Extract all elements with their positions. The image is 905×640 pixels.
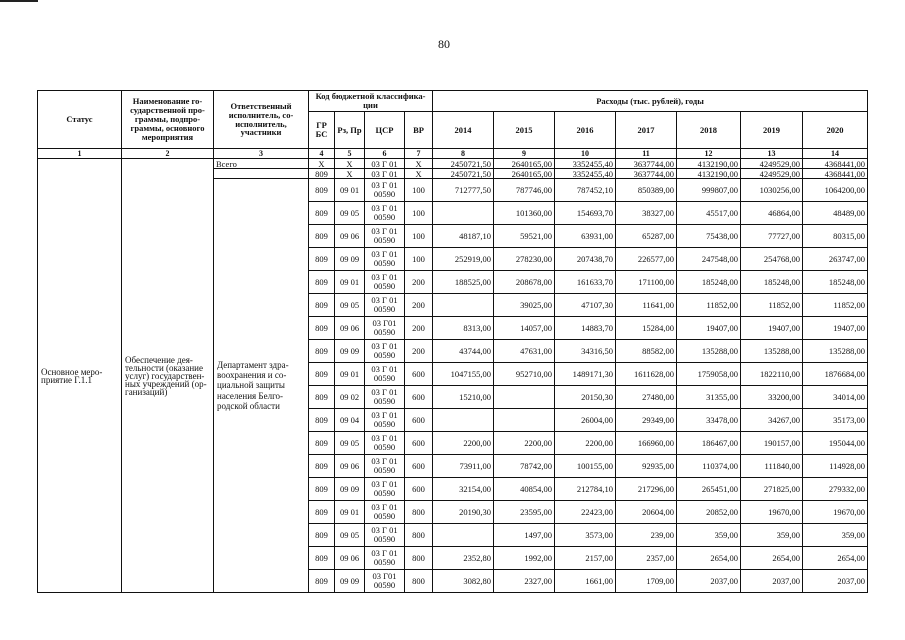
value-cell: 88582,00 <box>616 340 677 363</box>
responsible-cell-blank <box>214 169 309 179</box>
rzpr-cell: 09 01 <box>335 501 365 524</box>
header-year: 2016 <box>555 112 616 149</box>
value-cell: 15210,00 <box>433 386 494 409</box>
value-cell: 185248,00 <box>741 271 803 294</box>
value-cell: 48187,10 <box>433 225 494 248</box>
grbs-cell: 809 <box>309 478 335 501</box>
header-year: 2019 <box>741 112 803 149</box>
column-number: 13 <box>741 149 803 159</box>
value-cell: 186467,00 <box>677 432 741 455</box>
value-cell: 19407,00 <box>741 317 803 340</box>
rzpr-cell: 09 09 <box>335 340 365 363</box>
value-cell: 3352455,40 <box>555 169 616 179</box>
value-cell: 135288,00 <box>803 340 868 363</box>
value-cell: 3637744,00 <box>616 159 677 169</box>
value-cell: 43744,00 <box>433 340 494 363</box>
value-cell: 359,00 <box>741 524 803 547</box>
value-cell: 22423,00 <box>555 501 616 524</box>
value-cell: 2654,00 <box>803 547 868 570</box>
grbs-cell: 809 <box>309 455 335 478</box>
value-cell: 2450721,50 <box>433 169 494 179</box>
value-cell: 254768,00 <box>741 248 803 271</box>
value-cell: 38327,00 <box>616 202 677 225</box>
value-cell: 4368441,00 <box>803 159 868 169</box>
rzpr-cell: 09 02 <box>335 386 365 409</box>
value-cell: 46864,00 <box>741 202 803 225</box>
grbs-cell: 809 <box>309 225 335 248</box>
value-cell: 47107,30 <box>555 294 616 317</box>
name-cell: Обеспечение дея-тельности (оказание услуг) государствен-ных учреждений (ор-ганизаций) <box>122 159 214 593</box>
value-cell: 247548,00 <box>677 248 741 271</box>
value-cell: 787452,10 <box>555 179 616 202</box>
value-cell: 34014,00 <box>803 386 868 409</box>
value-cell: 40854,00 <box>494 478 555 501</box>
value-cell: 111840,00 <box>741 455 803 478</box>
value-cell: 787746,00 <box>494 179 555 202</box>
value-cell: 1661,00 <box>555 570 616 593</box>
value-cell: 1497,00 <box>494 524 555 547</box>
value-cell: 45517,00 <box>677 202 741 225</box>
value-cell: 31355,00 <box>677 386 741 409</box>
value-cell: 4132190,00 <box>677 169 741 179</box>
value-cell: 65287,00 <box>616 225 677 248</box>
rzpr-cell: 09 04 <box>335 409 365 432</box>
value-cell: 850389,00 <box>616 179 677 202</box>
value-cell: 48489,00 <box>803 202 868 225</box>
vr-cell: 200 <box>405 317 433 340</box>
value-cell: 279332,00 <box>803 478 868 501</box>
value-cell: 3352455,40 <box>555 159 616 169</box>
value-cell: 1709,00 <box>616 570 677 593</box>
value-cell: 32154,00 <box>433 478 494 501</box>
value-cell: 190157,00 <box>741 432 803 455</box>
column-number: 9 <box>494 149 555 159</box>
value-cell: 1030256,00 <box>741 179 803 202</box>
rzpr-cell: 09 06 <box>335 455 365 478</box>
value-cell: 226577,00 <box>616 248 677 271</box>
value-cell: 154693,70 <box>555 202 616 225</box>
value-cell <box>433 524 494 547</box>
value-cell: 2037,00 <box>741 570 803 593</box>
value-cell: 359,00 <box>677 524 741 547</box>
rzpr-cell: 09 09 <box>335 478 365 501</box>
vr-cell: 800 <box>405 501 433 524</box>
vr-cell: X <box>405 159 433 169</box>
rzpr-cell: 09 06 <box>335 547 365 570</box>
csr-cell: 03 Г 01 00590 <box>365 202 405 225</box>
grbs-cell: 809 <box>309 432 335 455</box>
value-cell <box>433 202 494 225</box>
value-cell: 14883,70 <box>555 317 616 340</box>
value-cell: 77727,00 <box>741 225 803 248</box>
page-number: 80 <box>438 37 450 51</box>
rzpr-cell: 09 01 <box>335 363 365 386</box>
value-cell: 33200,00 <box>741 386 803 409</box>
header-rzpr: Рз, Пр <box>335 112 365 149</box>
csr-cell: 03 Г 01 <box>365 159 405 169</box>
csr-cell: 03 Г 01 00590 <box>365 386 405 409</box>
header-status: Статус <box>38 91 122 149</box>
rzpr-cell: 09 05 <box>335 202 365 225</box>
header-name: Наименование го-сударственной про-граммы, подпро-граммы, основного мероприятия <box>122 91 214 149</box>
grbs-cell: 809 <box>309 570 335 593</box>
value-cell: 11852,00 <box>741 294 803 317</box>
value-cell: 2640165,00 <box>494 159 555 169</box>
rzpr-cell: 09 06 <box>335 225 365 248</box>
grbs-cell: 809 <box>309 271 335 294</box>
value-cell: 4249529,00 <box>741 169 803 179</box>
column-number: 14 <box>803 149 868 159</box>
value-cell: 29349,00 <box>616 409 677 432</box>
value-cell: 73911,00 <box>433 455 494 478</box>
rzpr-cell: 09 05 <box>335 294 365 317</box>
vr-cell: 200 <box>405 294 433 317</box>
value-cell: 2037,00 <box>803 570 868 593</box>
grbs-cell: 809 <box>309 317 335 340</box>
value-cell: 1759058,00 <box>677 363 741 386</box>
rzpr-cell: 09 09 <box>335 248 365 271</box>
value-cell: 4368441,00 <box>803 169 868 179</box>
csr-cell: 03 Г 01 00590 <box>365 478 405 501</box>
value-cell: 1611628,00 <box>616 363 677 386</box>
value-cell: 1876684,00 <box>803 363 868 386</box>
csr-cell: 03 Г 01 00590 <box>365 524 405 547</box>
header-year: 2018 <box>677 112 741 149</box>
column-number: 7 <box>405 149 433 159</box>
value-cell: 188525,00 <box>433 271 494 294</box>
column-number: 11 <box>616 149 677 159</box>
value-cell: 11641,00 <box>616 294 677 317</box>
vsego-cell: Всего <box>214 159 309 169</box>
value-cell: 19670,00 <box>803 501 868 524</box>
value-cell: 100155,00 <box>555 455 616 478</box>
csr-cell: 03 Г 01 00590 <box>365 363 405 386</box>
value-cell: 20604,00 <box>616 501 677 524</box>
vr-cell: 600 <box>405 386 433 409</box>
value-cell: 252919,00 <box>433 248 494 271</box>
value-cell: 19407,00 <box>677 317 741 340</box>
column-number: 5 <box>335 149 365 159</box>
grbs-cell: 809 <box>309 202 335 225</box>
value-cell: 20852,00 <box>677 501 741 524</box>
column-number: 1 <box>38 149 122 159</box>
vr-cell: 100 <box>405 202 433 225</box>
grbs-cell: 809 <box>309 386 335 409</box>
budget-table <box>37 90 868 593</box>
column-number: 10 <box>555 149 616 159</box>
vr-cell: 600 <box>405 363 433 386</box>
value-cell: 2037,00 <box>677 570 741 593</box>
value-cell: 1822110,00 <box>741 363 803 386</box>
value-cell <box>494 409 555 432</box>
value-cell: 161633,70 <box>555 271 616 294</box>
vr-cell: 100 <box>405 225 433 248</box>
value-cell: 14057,00 <box>494 317 555 340</box>
value-cell: 271825,00 <box>741 478 803 501</box>
csr-cell: 03 Г 01 00590 <box>365 340 405 363</box>
vr-cell: 600 <box>405 409 433 432</box>
csr-cell: 03 Г 01 00590 <box>365 455 405 478</box>
vr-cell: 800 <box>405 570 433 593</box>
csr-cell: 03 Г01 00590 <box>365 570 405 593</box>
value-cell: 212784,10 <box>555 478 616 501</box>
value-cell <box>433 294 494 317</box>
value-cell: 11852,00 <box>803 294 868 317</box>
value-cell: 135288,00 <box>741 340 803 363</box>
value-cell: 2200,00 <box>555 432 616 455</box>
value-cell: 2640165,00 <box>494 169 555 179</box>
value-cell: 278230,00 <box>494 248 555 271</box>
grbs-cell: X <box>309 159 335 169</box>
value-cell: 359,00 <box>803 524 868 547</box>
value-cell: 47631,00 <box>494 340 555 363</box>
grbs-cell: 809 <box>309 294 335 317</box>
csr-cell: 03 Г 01 00590 <box>365 225 405 248</box>
header-year: 2017 <box>616 112 677 149</box>
header-budget-code: Код бюджетной классифика-ции <box>309 91 433 112</box>
vr-cell: 100 <box>405 179 433 202</box>
value-cell: 1047155,00 <box>433 363 494 386</box>
value-cell: 101360,00 <box>494 202 555 225</box>
value-cell: 195044,00 <box>803 432 868 455</box>
csr-cell: 03 Г01 00590 <box>365 317 405 340</box>
grbs-cell: 809 <box>309 169 335 179</box>
header-year: 2015 <box>494 112 555 149</box>
column-number: 2 <box>122 149 214 159</box>
value-cell: 2450721,50 <box>433 159 494 169</box>
responsible-cell: Департамент здра-воохранения и со-циальной защиты населения Белго-родской области <box>214 179 309 593</box>
grbs-cell: 809 <box>309 524 335 547</box>
value-cell: 20150,30 <box>555 386 616 409</box>
vr-cell: 600 <box>405 432 433 455</box>
value-cell: 239,00 <box>616 524 677 547</box>
value-cell: 27480,00 <box>616 386 677 409</box>
rzpr-cell: 09 09 <box>335 570 365 593</box>
value-cell: 39025,00 <box>494 294 555 317</box>
grbs-cell: 809 <box>309 179 335 202</box>
rzpr-cell: X <box>335 159 365 169</box>
vr-cell: X <box>405 169 433 179</box>
header-year: 2014 <box>433 112 494 149</box>
value-cell: 19407,00 <box>803 317 868 340</box>
value-cell: 23595,00 <box>494 501 555 524</box>
vr-cell: 600 <box>405 478 433 501</box>
value-cell: 26004,00 <box>555 409 616 432</box>
rzpr-cell: 09 01 <box>335 179 365 202</box>
csr-cell: 03 Г 01 00590 <box>365 248 405 271</box>
grbs-cell: 809 <box>309 547 335 570</box>
rzpr-cell: 09 05 <box>335 432 365 455</box>
column-number: 8 <box>433 149 494 159</box>
csr-cell: 03 Г 01 00590 <box>365 501 405 524</box>
value-cell: 2357,00 <box>616 547 677 570</box>
value-cell: 1489171,30 <box>555 363 616 386</box>
value-cell: 712777,50 <box>433 179 494 202</box>
csr-cell: 03 Г 01 00590 <box>365 432 405 455</box>
vr-cell: 200 <box>405 271 433 294</box>
value-cell: 2200,00 <box>494 432 555 455</box>
value-cell: 63931,00 <box>555 225 616 248</box>
header-csr: ЦСР <box>365 112 405 149</box>
value-cell: 33478,00 <box>677 409 741 432</box>
value-cell: 35173,00 <box>803 409 868 432</box>
header-expenses: Расходы (тыс. рублей), годы <box>433 91 868 112</box>
csr-cell: 03 Г 01 <box>365 169 405 179</box>
grbs-cell: 809 <box>309 409 335 432</box>
rzpr-cell: 09 06 <box>335 317 365 340</box>
header-grbs: ГР БС <box>309 112 335 149</box>
value-cell: 3637744,00 <box>616 169 677 179</box>
value-cell: 999807,00 <box>677 179 741 202</box>
value-cell: 171100,00 <box>616 271 677 294</box>
value-cell: 952710,00 <box>494 363 555 386</box>
grbs-cell: 809 <box>309 340 335 363</box>
scan-mark <box>0 0 38 2</box>
grbs-cell: 809 <box>309 363 335 386</box>
value-cell: 263747,00 <box>803 248 868 271</box>
column-number: 6 <box>365 149 405 159</box>
csr-cell: 03 Г 01 00590 <box>365 294 405 317</box>
value-cell: 59521,00 <box>494 225 555 248</box>
column-number: 4 <box>309 149 335 159</box>
csr-cell: 03 Г 01 00590 <box>365 409 405 432</box>
value-cell: 4249529,00 <box>741 159 803 169</box>
value-cell: 114928,00 <box>803 455 868 478</box>
value-cell: 2157,00 <box>555 547 616 570</box>
value-cell: 2327,00 <box>494 570 555 593</box>
value-cell: 80315,00 <box>803 225 868 248</box>
vr-cell: 100 <box>405 248 433 271</box>
value-cell: 2352,80 <box>433 547 494 570</box>
value-cell: 207438,70 <box>555 248 616 271</box>
value-cell: 110374,00 <box>677 455 741 478</box>
value-cell: 78742,00 <box>494 455 555 478</box>
value-cell: 19670,00 <box>741 501 803 524</box>
vr-cell: 600 <box>405 455 433 478</box>
value-cell: 8313,00 <box>433 317 494 340</box>
value-cell: 3573,00 <box>555 524 616 547</box>
grbs-cell: 809 <box>309 248 335 271</box>
value-cell: 34267,00 <box>741 409 803 432</box>
value-cell: 15284,00 <box>616 317 677 340</box>
value-cell: 11852,00 <box>677 294 741 317</box>
value-cell: 185248,00 <box>803 271 868 294</box>
value-cell: 3082,80 <box>433 570 494 593</box>
header-vr: ВР <box>405 112 433 149</box>
value-cell: 135288,00 <box>677 340 741 363</box>
vr-cell: 800 <box>405 547 433 570</box>
value-cell: 265451,00 <box>677 478 741 501</box>
value-cell: 166960,00 <box>616 432 677 455</box>
value-cell: 2654,00 <box>741 547 803 570</box>
rzpr-cell: 09 01 <box>335 271 365 294</box>
value-cell: 4132190,00 <box>677 159 741 169</box>
status-cell: Основное меро-приятие Г.1.1 <box>38 159 122 593</box>
value-cell: 2654,00 <box>677 547 741 570</box>
value-cell: 185248,00 <box>677 271 741 294</box>
value-cell: 2200,00 <box>433 432 494 455</box>
summary-row <box>38 159 868 169</box>
column-number: 12 <box>677 149 741 159</box>
value-cell: 34316,50 <box>555 340 616 363</box>
value-cell <box>494 386 555 409</box>
csr-cell: 03 Г 01 00590 <box>365 547 405 570</box>
value-cell <box>433 409 494 432</box>
vr-cell: 200 <box>405 340 433 363</box>
value-cell: 208678,00 <box>494 271 555 294</box>
rzpr-cell: 09 05 <box>335 524 365 547</box>
vr-cell: 800 <box>405 524 433 547</box>
csr-cell: 03 Г 01 00590 <box>365 179 405 202</box>
rzpr-cell: X <box>335 169 365 179</box>
header-year: 2020 <box>803 112 868 149</box>
value-cell: 1064200,00 <box>803 179 868 202</box>
value-cell: 217296,00 <box>616 478 677 501</box>
grbs-cell: 809 <box>309 501 335 524</box>
value-cell: 75438,00 <box>677 225 741 248</box>
value-cell: 92935,00 <box>616 455 677 478</box>
header-responsible: Ответственный исполнитель, со-исполнитель, участники <box>214 91 309 149</box>
value-cell: 20190,30 <box>433 501 494 524</box>
csr-cell: 03 Г 01 00590 <box>365 271 405 294</box>
value-cell: 1992,00 <box>494 547 555 570</box>
column-number: 3 <box>214 149 309 159</box>
